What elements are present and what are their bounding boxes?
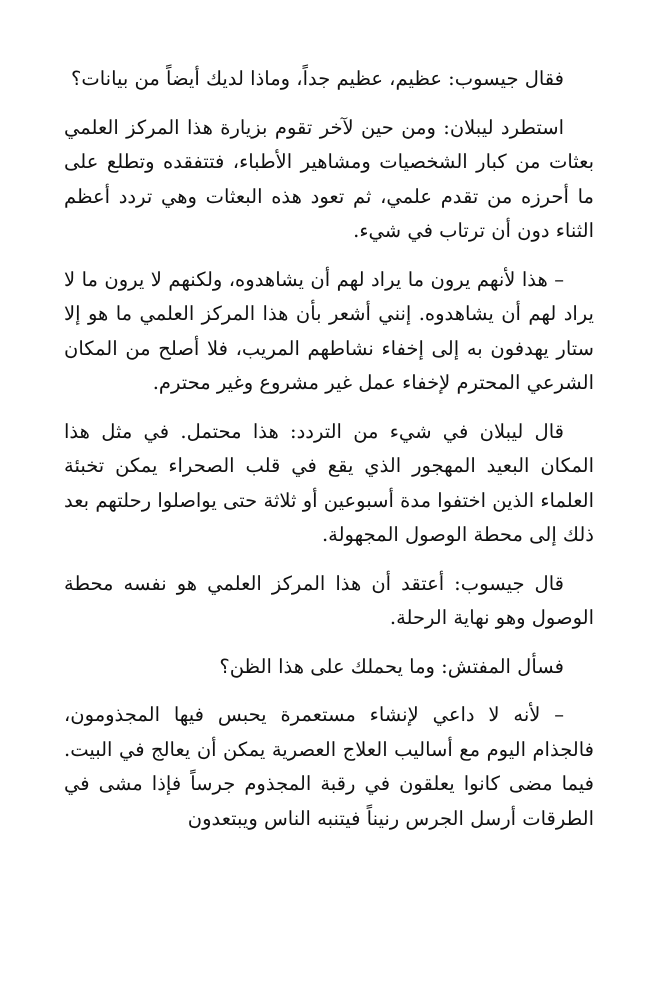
paragraph-5: قال جيسوب: أعتقد أن هذا المركز العلمي هو نفسه محطة الوصول وهو نهاية الرحلة.	[64, 571, 594, 629]
book-page	[64, 62, 594, 850]
paragraph-7: – لأنه لا داعي لإنشاء مستعمرة يحبس فيها المجذومون، فالجذام اليوم مع أساليب العلاج العصرية يمكن أن يعالج في البيت. فيما مضى كانوا يعلقون في رقبة المجذوم جرساً فإذا مشى في الطرقات أرسل الجرس رنيناً فيتنبه الناس ويبتعدون	[64, 703, 594, 830]
paragraph-2: استطرد ليبلان: ومن حين لآخر تقوم بزيارة هذا المركز العلمي بعثات من كبار الشخصيات ومشاهير الأطباء، فتتفقده وتطلع على ما أحرزه من تقدم علمي، ثم تعود هذه البعثات وهي تردد أعظم الثناء دون أن ترتاب في شيء.	[64, 115, 594, 242]
paragraph-6: فسأل المفتش: وما يحملك على هذا الظن؟	[219, 654, 564, 678]
paragraph-4: قال ليبلان في شيء من التردد: هذا محتمل. في مثل هذا المكان البعيد المهجور الذي يقع في قلب الصحراء يمكن تخبئة العلماء الذين اختفوا مدة أسبوعين أو ثلاثة حتى يواصلوا رحلتهم بعد ذلك إلى محطة الوصول المجهولة.	[64, 419, 594, 546]
paragraph-3: – هذا لأنهم يرون ما يراد لهم أن يشاهدوه، ولكنهم لا يرون ما لا يراد لهم أن يشاهدوه. إنني أشعر بأن هذا المركز العلمي ما هو إلا ستار يهدفون به إلى إخفاء نشاطهم المريب، فلا أصلح من المكان الشرعي المحترم لإخفاء عمل غير مشروع وغير محترم.	[64, 267, 594, 394]
paragraph-1: فقال جيسوب: عظيم، عظيم جداً، وماذا لديك أيضاً من بيانات؟	[71, 67, 564, 90]
